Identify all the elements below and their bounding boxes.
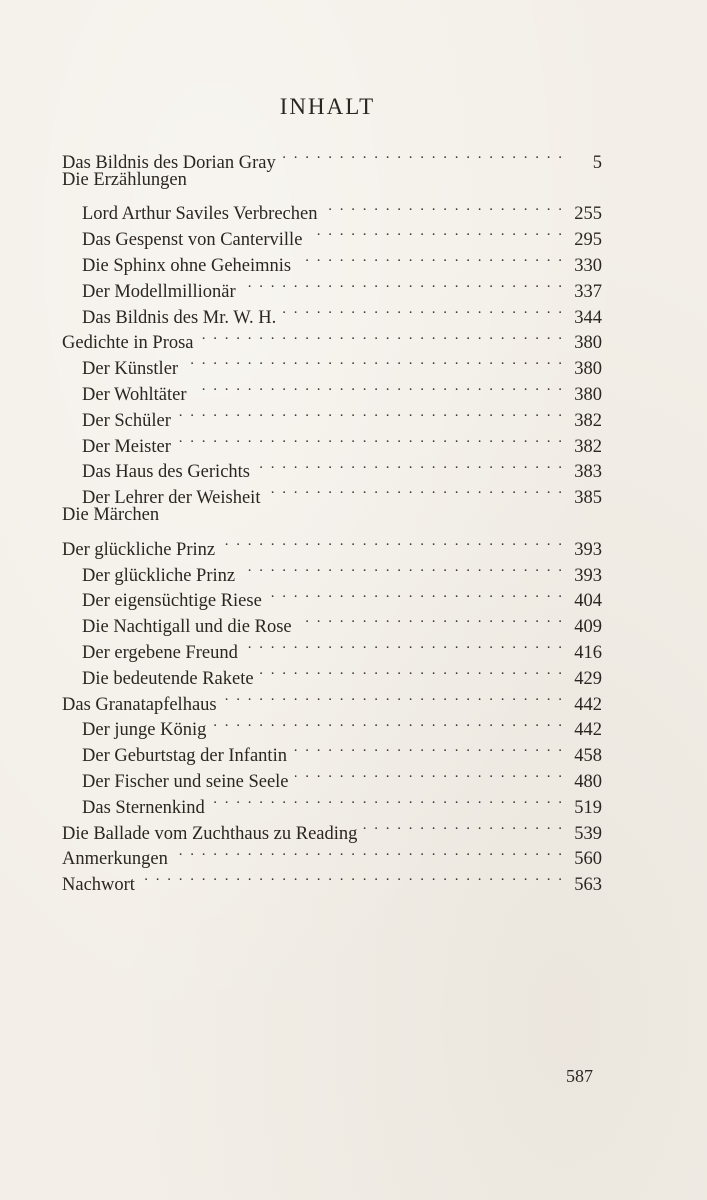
toc-entry	[62, 194, 602, 225]
toc-entry-page: 539	[574, 823, 602, 844]
toc-entry-title: Lord Arthur Saviles Verbrechen	[82, 204, 318, 225]
toc-entry-page: 480	[574, 771, 602, 792]
dot-leader	[174, 839, 562, 865]
toc-entry-page: 380	[574, 384, 602, 405]
toc-entry-page: 404	[574, 591, 602, 612]
toc-entry-page: 385	[574, 488, 602, 509]
toc-entry-page: 382	[574, 410, 602, 431]
dot-leader	[241, 555, 562, 581]
toc-entry-page: 429	[574, 668, 602, 689]
toc-entry	[62, 529, 602, 560]
toc-entry-page: 5	[592, 152, 602, 173]
dot-leader	[200, 323, 562, 349]
dot-leader	[295, 761, 562, 787]
toc-entry-title: Der glückliche Prinz	[82, 565, 236, 586]
toc-entry-page: 255	[574, 204, 602, 225]
toc-entry-title: Der Meister	[82, 436, 171, 457]
toc-entry-page: 409	[574, 617, 602, 638]
toc-entry-page: 519	[574, 797, 602, 818]
dot-leader	[268, 581, 562, 607]
toc-entry-title: Gedichte in Prosa	[62, 333, 194, 354]
dot-leader	[177, 426, 562, 452]
toc-entry-title: Der Künstler	[82, 359, 179, 380]
dot-leader	[223, 684, 562, 710]
toc-entry-page: 382	[574, 436, 602, 457]
toc-entry-title: Der eigensüchtige Riese	[82, 591, 262, 612]
dot-leader	[221, 529, 562, 555]
toc-entry-title: Der Modellmillionär	[82, 281, 236, 302]
dot-leader	[184, 348, 562, 374]
toc-entry-title: Die bedeutende Rakete	[82, 668, 254, 689]
toc-entry-page: 393	[574, 539, 602, 560]
dot-leader	[193, 374, 562, 400]
dot-leader	[260, 658, 562, 684]
toc-entry	[62, 503, 602, 529]
table-of-contents	[62, 142, 602, 896]
dot-leader	[323, 194, 562, 220]
toc-entry-page: 344	[574, 307, 602, 328]
toc-entry-page: 380	[574, 333, 602, 354]
page-title: INHALT	[279, 94, 376, 119]
toc-entry	[62, 864, 602, 896]
toc-entry-page: 380	[574, 359, 602, 380]
toc-entry-title: Das Granatapfelhaus	[62, 694, 217, 715]
toc-entry-title: Die Nachtigall und die Rose	[82, 617, 292, 638]
toc-entry-title: Das Bildnis des Dorian Gray	[62, 152, 276, 173]
toc-entry-page: 393	[574, 565, 602, 586]
toc-entry-page: 560	[574, 849, 602, 870]
dot-leader	[266, 477, 562, 503]
toc-entry-title: Der ergebene Freund	[82, 642, 238, 663]
dot-leader	[282, 297, 562, 323]
toc-entry-page: 458	[574, 746, 602, 767]
dot-leader	[282, 142, 562, 168]
toc-entry-title: Der junge König	[82, 720, 207, 741]
toc-entry-page: 330	[574, 255, 602, 276]
toc-entry-title: Der glückliche Prinz	[62, 539, 216, 560]
toc-entry-page: 563	[574, 875, 602, 896]
toc-entry-title: Das Haus des Gerichts	[82, 462, 250, 483]
dot-leader	[211, 787, 562, 813]
toc-entry-title: Das Bildnis des Mr. W. H.	[82, 307, 277, 328]
toc-entry-page: 337	[574, 281, 602, 302]
toc-entry-page: 295	[574, 230, 602, 251]
page-number: 587	[566, 1066, 593, 1086]
toc-entry-page: 442	[574, 720, 602, 741]
toc-entry-page: 416	[574, 642, 602, 663]
toc-entry-title: Die Erzählungen	[62, 169, 187, 190]
dot-leader	[242, 271, 562, 297]
toc-entry-title: Der Wohltäter	[82, 384, 187, 405]
dot-leader	[298, 606, 562, 632]
dot-leader	[256, 452, 562, 478]
toc-entry	[62, 142, 602, 173]
dot-leader	[212, 710, 562, 736]
dot-leader	[141, 864, 562, 890]
dot-leader	[293, 735, 562, 761]
toc-entry-title: Nachwort	[62, 875, 135, 896]
toc-entry-title: Der Fischer und seine Seele	[82, 771, 289, 792]
toc-entry-title: Die Ballade vom Zuchthaus zu Reading	[62, 823, 358, 844]
toc-entry-page: 442	[574, 694, 602, 715]
toc-entry-title: Der Lehrer der Weisheit	[82, 488, 261, 509]
toc-entry-title: Anmerkungen	[62, 849, 168, 870]
toc-entry-page: 383	[574, 462, 602, 483]
toc-entry-title: Der Geburtstag der Infantin	[82, 746, 287, 767]
toc-entry-title: Die Sphinx ohne Geheimnis	[82, 255, 292, 276]
toc-entry-title: Das Gespenst von Canterville	[82, 230, 303, 251]
dot-leader	[308, 219, 562, 245]
toc-entry	[62, 168, 602, 194]
toc-entry-title: Die Märchen	[62, 505, 160, 526]
dot-leader	[297, 245, 562, 271]
dot-leader	[177, 400, 562, 426]
toc-entry-title: Der Schüler	[82, 410, 171, 431]
dot-leader	[244, 632, 562, 658]
dot-leader	[363, 813, 562, 839]
toc-entry-title: Das Sternenkind	[82, 797, 205, 818]
